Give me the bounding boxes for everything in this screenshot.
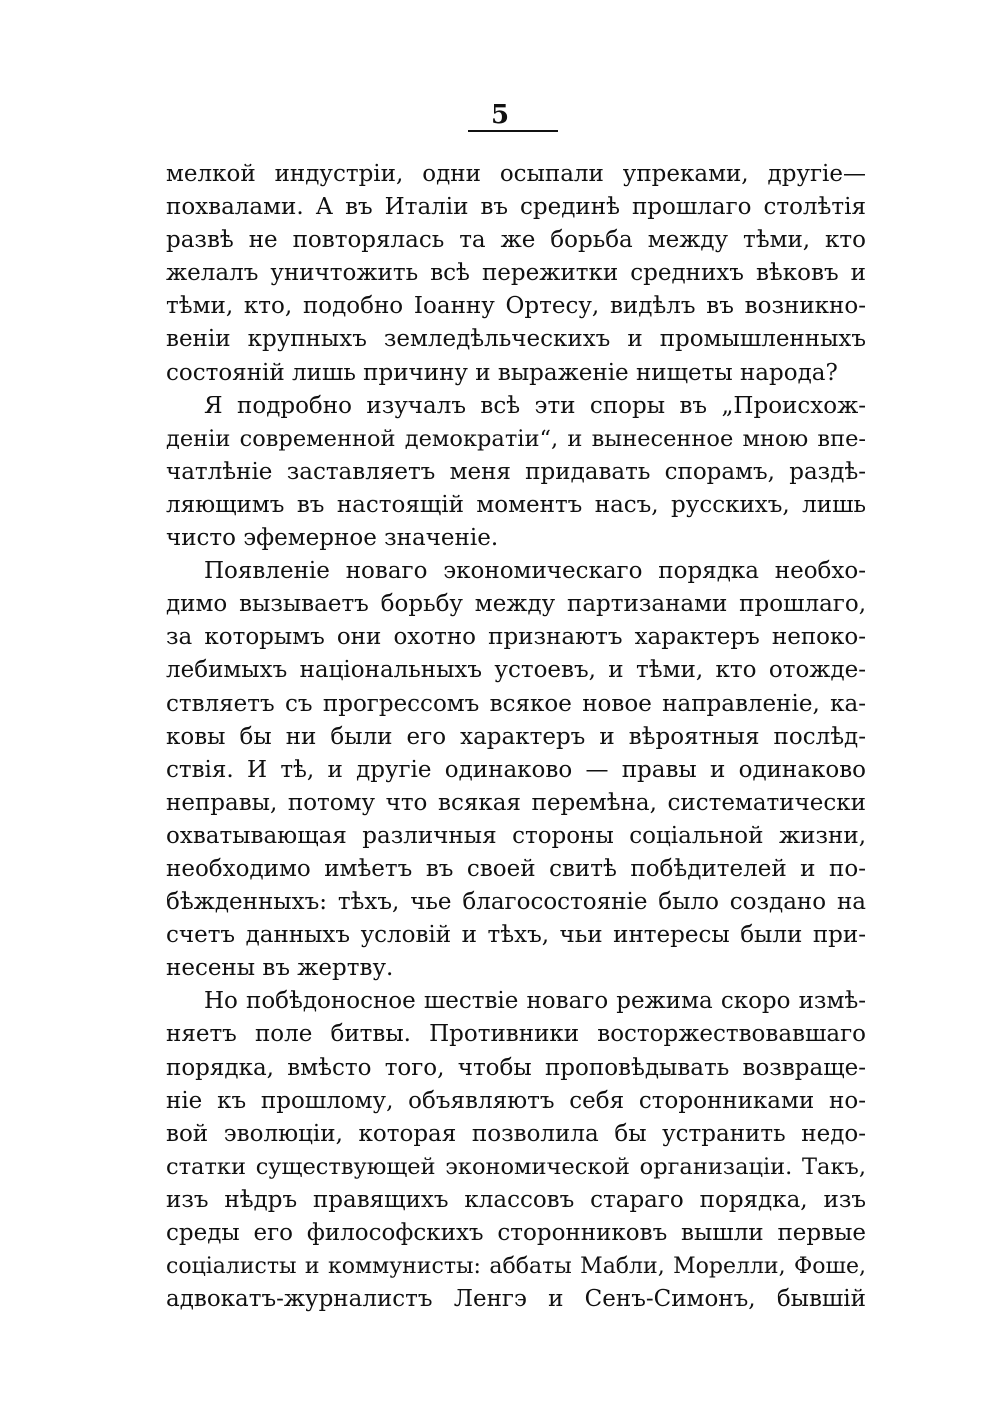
- text-line: Появленіе новаго экономическаго порядка необхо-: [204, 558, 866, 585]
- text-line: димо вызываетъ борьбу между партизанами прошлаго,: [166, 591, 866, 618]
- text-line: за которымъ они охотно признаютъ характеръ непоко-: [166, 624, 866, 651]
- text-line: ковы бы ни были его характеръ и вѣроятныя послѣд-: [166, 723, 866, 750]
- text-line: статки существующей экономической организаціи. Такъ,: [166, 1153, 866, 1180]
- page-number: 5: [490, 100, 510, 130]
- text-line: счетъ данныхъ условій и тѣхъ, чьи интересы были при-: [166, 922, 866, 949]
- text-line: среды его философскихъ сторонниковъ вышли первые: [166, 1220, 866, 1246]
- text-line: ляющимъ въ настоящій моментъ насъ, русскихъ, лишь: [166, 491, 866, 518]
- text-line: развѣ не повторялась та же борьба между тѣми, кто: [166, 227, 866, 254]
- text-line: желалъ уничтожить всѣ пережитки среднихъ вѣковъ и: [166, 260, 866, 287]
- text-line: чисто эфемерное значеніе.: [166, 525, 499, 552]
- text-line: изъ нѣдръ правящихъ классовъ стараго порядка, изъ: [166, 1186, 866, 1213]
- body-text: [166, 158, 866, 1316]
- text-line: неправы, потому что всякая перемѣна, систематически: [166, 789, 866, 816]
- text-line: тѣми, кто, подобно Іоанну Ортесу, видѣлъ въ возникно-: [166, 293, 866, 320]
- text-line: бѣжденныхъ: тѣхъ, чье благосостояніе было создано на: [166, 889, 866, 916]
- text-line: Но побѣдоносное шествіе новаго режима скоро измѣ-: [204, 988, 866, 1015]
- text-line: состояній лишь причину и выраженіе нищеты народа?: [166, 359, 838, 386]
- text-line: чатлѣніе заставляетъ меня придавать спорамъ, раздѣ-: [166, 458, 866, 485]
- text-line: похвалами. А въ Италіи въ срединѣ прошлаго столѣтія: [166, 194, 866, 221]
- text-line: несены въ жертву.: [166, 955, 394, 982]
- text-line: адвокатъ-журналистъ Ленгэ и Сенъ-Симонъ, бывшій: [166, 1286, 866, 1313]
- text-line: деніи современной демократіи“, и вынесенное мною впе-: [166, 425, 866, 452]
- page-number-rule: [468, 130, 558, 132]
- text-line: охватывающая различныя стороны соціальной жизни,: [166, 822, 866, 849]
- text-line: няетъ поле битвы. Противники восторжествовавшаго: [166, 1021, 866, 1048]
- text-line: порядка, вмѣсто того, чтобы проповѣдывать возвраще-: [166, 1054, 866, 1081]
- text-line: Я подробно изучалъ всѣ эти споры въ „Происхож-: [204, 392, 866, 419]
- text-line: ствляетъ съ прогрессомъ всякое новое направленіе, ка-: [166, 690, 866, 717]
- text-line: лебимыхъ національныхъ устоевъ, и тѣми, кто отожде-: [166, 657, 866, 684]
- text-line: ствія. И тѣ, и другіе одинаково — правы и одинаково: [166, 756, 866, 783]
- text-line: соціалисты и коммунисты: аббаты Мабли, Морелли, Фоше,: [166, 1254, 866, 1280]
- text-line: необходимо имѣетъ въ своей свитѣ побѣдителей и по-: [166, 855, 866, 882]
- text-line: мелкой индустріи, одни осыпали упреками, другіе—: [166, 161, 866, 187]
- text-line: вой эволюціи, которая позволила бы устранить недо-: [166, 1120, 866, 1147]
- text-line: ніе къ прошлому, объявляютъ себя сторонниками но-: [166, 1087, 866, 1114]
- text-line: веніи крупныхъ земледѣльческихъ и промышленныхъ: [166, 326, 866, 353]
